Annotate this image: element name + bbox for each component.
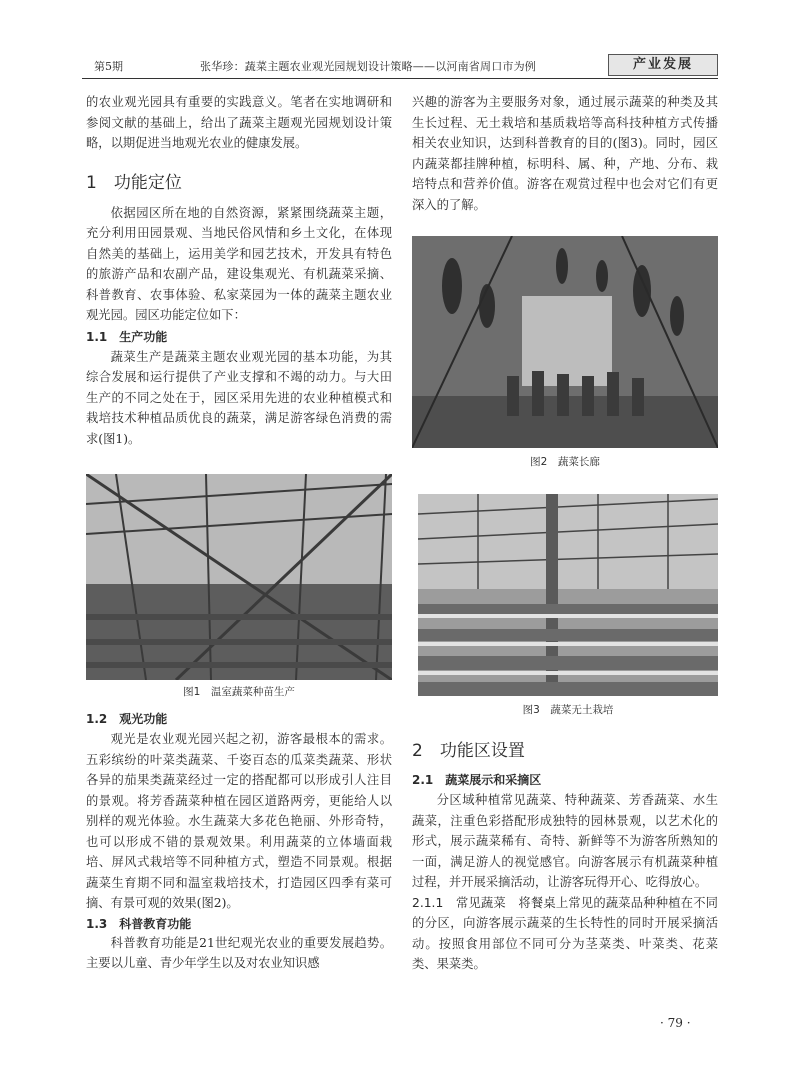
- figure-1-caption: 图1 温室蔬菜种苗生产: [183, 686, 295, 698]
- page-number: · 79 ·: [660, 1016, 691, 1030]
- continued-paragraph: 兴趣的游客为主要服务对象，通过展示蔬菜的种类及其生长过程、无土栽培和基质栽培等高科技种植方式传播相关农业知识，达到科普教育的目的(图3)。同时，园区内蔬菜都挂牌种植，标明科、属、种，产地、分布、栽培特点和营养价值。游客在观赏过程中也会对它们有更深入的了解。: [412, 95, 718, 212]
- heading-1-2: 1.2 观光功能: [86, 712, 168, 726]
- running-title: 张华珍：蔬菜主题农业观光园规划设计策略——以河南省周口市为例: [200, 60, 536, 73]
- issue-number: 第5期: [94, 60, 123, 73]
- right-column-top: [412, 92, 718, 215]
- intro-paragraph: 的农业观光园具有重要的实践意义。笔者在实地调研和参阅文献的基础上，给出了蔬菜主题观光园规划设计策略，以期促进当地观光农业的健康发展。: [86, 95, 392, 150]
- heading-1: 1 功能定位: [86, 172, 182, 193]
- subheading-2-1-1: 2.1.1 常见蔬菜: [412, 895, 506, 910]
- sightseeing-paragraph: 观光是农业观光园兴起之初，游客最根本的需求。五彩缤纷的叶菜类蔬菜、千姿百态的瓜菜类蔬菜、形状各异的茄果类蔬菜经过一定的搭配都可以形成引人注目的景观。将芳香蔬菜种植在园区道路两旁，更能给人以别样的观光体验。水生蔬菜大多花色艳丽、外形奇特，也可以形成不错的景观效果。利用蔬菜的立体墙面栽培、屏风式栽培等不同种植方式，塑造不同景观。根据蔬菜生育期不同和温室栽培技术，打造园区四季有菜可摘、有景可观的效果(图2)。: [86, 732, 392, 910]
- heading-2: 2 功能区设置: [412, 741, 525, 761]
- running-header: [82, 56, 718, 78]
- figure-2-caption: 图2 蔬菜长廊: [530, 456, 600, 468]
- right-column-bottom: [412, 736, 718, 975]
- left-column-bottom: [86, 710, 392, 974]
- heading-1-3: 1.3 科普教育功能: [86, 916, 192, 931]
- left-column-top: [86, 92, 392, 449]
- header-rule: [82, 78, 718, 79]
- figure-3-caption: 图3 蔬菜无土栽培: [522, 704, 614, 716]
- figure-3-photo: [418, 494, 718, 696]
- zone-paragraph: 分区域种植常见蔬菜、特种蔬菜、芳香蔬菜、水生蔬菜，注重色彩搭配形成独特的园林景观，以艺术化的形式，展示蔬菜稀有、奇特、新鲜等不为游客所熟知的一面，满足游人的视觉感官。向游客展示有机蔬菜种植过程，并开展采摘活动，让游客玩得开心、吃得放心。: [412, 793, 718, 889]
- figure-2-photo: [412, 236, 718, 448]
- common-vegetables-paragraph: [412, 893, 718, 975]
- education-paragraph: 科普教育功能是21世纪观光农业的重要发展趋势。主要以儿童、青少年学生以及对农业知识感: [86, 935, 392, 970]
- section-badge: 产业发展: [608, 54, 718, 76]
- common-vegetables-text: 将餐桌上常见的蔬菜品种种植在不同的分区，向游客展示蔬菜的生长特性的同时开展采摘活动。按照食用部位不同可分为茎菜类、叶菜类、花菜类、果菜类。: [412, 895, 718, 971]
- heading-2-1: 2.1 蔬菜展示和采摘区: [412, 773, 542, 787]
- function-paragraph: 依据园区所在地的自然资源，紧紧围绕蔬菜主题，充分利用田园景观、当地民俗风情和乡土文化，在体现自然美的基础上，运用美学和园艺技术，开发具有特色的旅游产品和农副产品，建设集观光、有机蔬菜采摘、科普教育、农事体验、私家菜园为一体的蔬菜主题农业观光园。园区功能定位如下：: [86, 205, 392, 322]
- figure-1-photo: [86, 474, 392, 680]
- production-paragraph: 蔬菜生产是蔬菜主题农业观光园的基本功能，为其综合发展和运行提供了产业支撑和不竭的动力。与大田生产的不同之处在于，园区采用先进的农业种植模式和栽培技术种植品质优良的蔬菜，满足游客绿色消费的需求(图1)。: [86, 349, 392, 446]
- heading-1-1: 1.1 生产功能: [86, 329, 168, 344]
